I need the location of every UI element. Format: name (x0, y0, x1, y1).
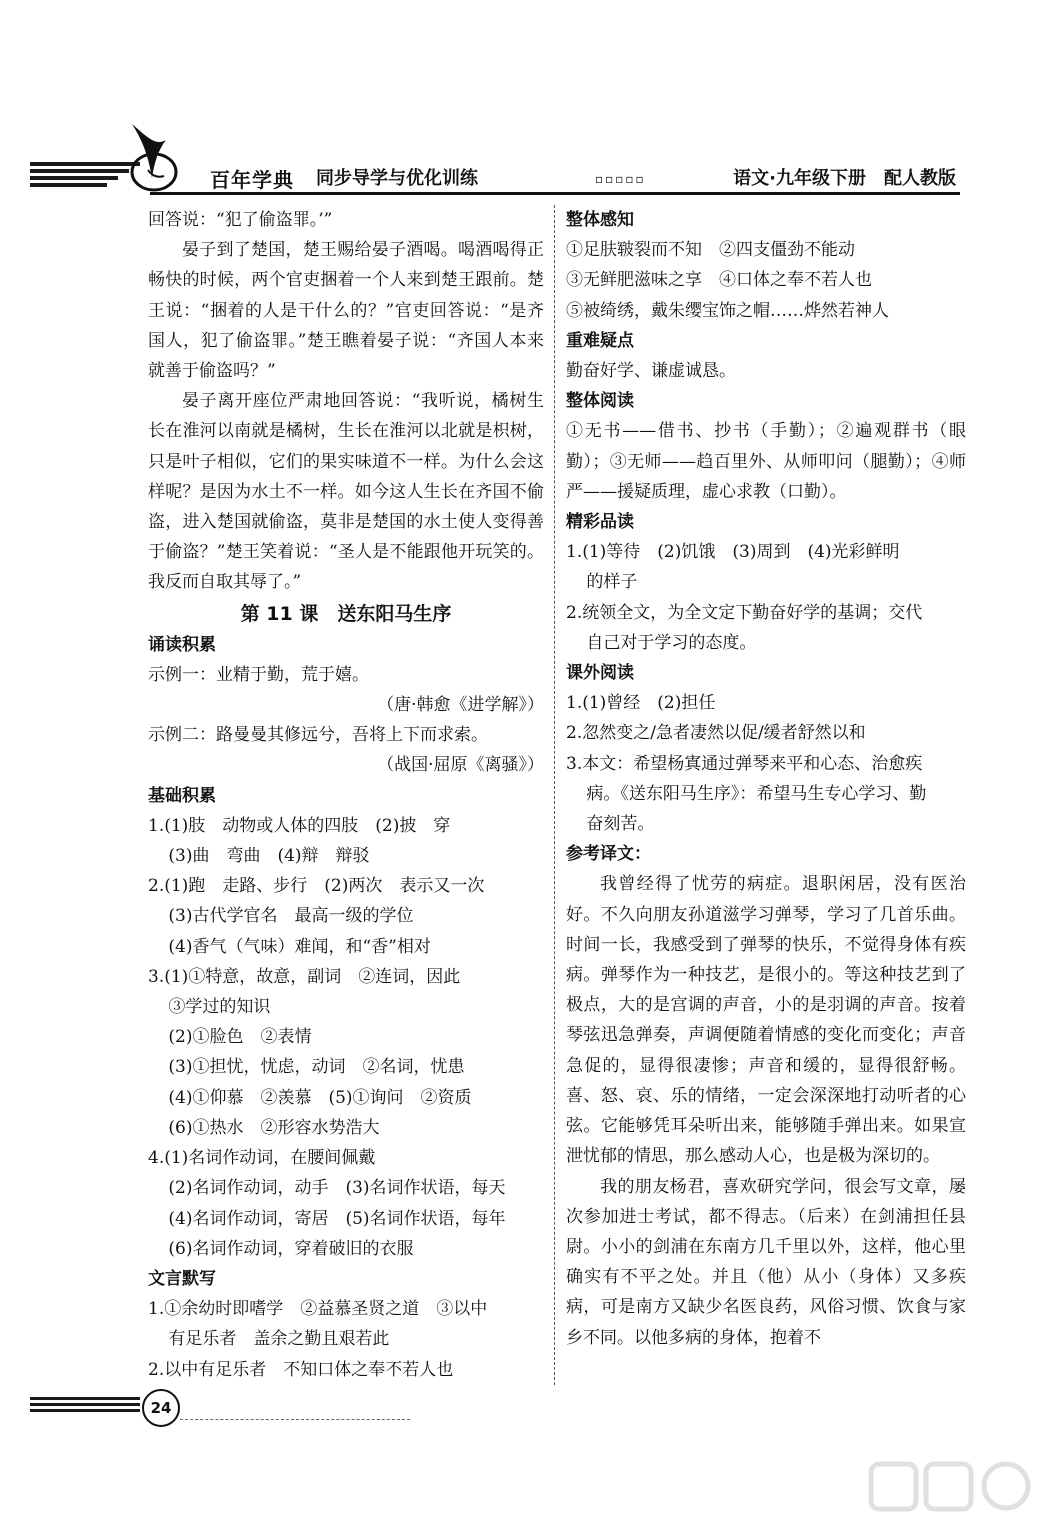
right-column (566, 205, 966, 1353)
section-heading-key-points: 重难疑点 (566, 330, 634, 351)
page-header (0, 120, 1046, 200)
answer-line: 1.(1)肢 动物或人体的四肢 (2)披 穿 (148, 815, 451, 836)
footer-dashed-rule (180, 1419, 410, 1420)
example-source: （唐·韩愈《进学解》） (377, 695, 544, 716)
column-divider (554, 205, 556, 1385)
answer-line: 病。《送东阳马生序》：希望马生专心学习、勤 (586, 783, 927, 804)
example-source: （战国·屈原《离骚》） (377, 755, 544, 776)
page-number: 24 (142, 1389, 180, 1427)
section-heading-fine-reading: 精彩品读 (566, 512, 634, 533)
answer-line: 2.(1)跑 走路、步行 (2)两次 表示又一次 (148, 876, 485, 897)
answer-line: (4)①仰慕 ②羡慕 (5)①询问 ②资质 (168, 1087, 472, 1108)
paragraph: 回答说：“犯了偷盗罪。’” (148, 210, 333, 230)
answer-line: 2.以中有足乐者 不知口体之奉不若人也 (148, 1359, 454, 1380)
section-heading-translation: 参考译文： (566, 844, 651, 865)
answer-line: 1.(1)曾经 (2)担任 (566, 693, 716, 714)
answer-line: 2.统领全文，为全文定下勤奋好学的基调；交代 (566, 602, 923, 623)
brand-title: 百年学典 (210, 168, 294, 192)
quill-logo-icon (118, 120, 188, 194)
answer-line: (6)①热水 ②形容水势浩大 (168, 1117, 380, 1138)
page-footer (30, 1385, 430, 1435)
answer-line: 2.忽然变之/急者凄然以促/缓者舒然以和 (566, 723, 866, 744)
section-heading-basic: 基础积累 (148, 785, 216, 806)
left-column (148, 205, 544, 1385)
answer-line: (4)名词作动词，寄居 (5)名词作状语，每年 (168, 1208, 506, 1229)
lesson-title: 第 11 课 送东阳马生序 (240, 602, 452, 625)
section-heading-recite: 诵读积累 (148, 634, 216, 655)
answer-line: (2)①脸色 ②表情 (168, 1027, 312, 1048)
answer-paragraph: ①无书——借书、抄书（手勤）；②遍观群书（眼勤）；③无师——趋百里外、从师叩问（腿勤）；④师严——援疑质理，虚心求教（口勤）。 (566, 421, 966, 502)
answer-line: (2)名词作动词，动手 (3)名词作状语，每天 (168, 1178, 506, 1199)
answer-line: 4.(1)名词作动词，在腰间佩戴 (148, 1148, 376, 1169)
series-title: 同步导学与优化训练 (316, 168, 478, 189)
header-dots: ▫▫▫▫▫ (595, 172, 646, 186)
answer-line: (3)古代学官名 最高一级的学位 (168, 906, 414, 927)
watermark-logo-icon (866, 1456, 1036, 1526)
translation-paragraph: 我的朋友杨君，喜欢研究学问，很会写文章，屡次参加进士考试，都不得志。（后来）在剑浦担任县尉。小小的剑浦在东南方几千里以外，这样，他心里确实有不平之处。并且（他）从小（身体）又多疾病，可是南方又缺少名医良药，风俗习惯、饮食与家乡不同。以他多病的身体，抱着不 (566, 1176, 966, 1348)
subject-label: 语文·九年级下册 配人教版 (733, 168, 956, 189)
section-heading-silent-writing: 文言默写 (148, 1268, 216, 1289)
translation-paragraph: 我曾经得了忧劳的病症。退职闲居，没有医治好。不久向朋友孙道滋学习弹琴，学习了几首乐曲。时间一长，我感受到了弹琴的快乐，不觉得身体有疾病。弹琴作为一种技艺，是很小的。等这种技艺到了极点，大的是宫调的声音，小的是羽调的声音。按着琴弦迅急弹奏，声调便随着情感的变化而变化；声音急促的，显得很凄惨；声音和缓的，显得很舒畅。喜、怒、哀、乐的情绪，一定会深深地打动听者的心弦。它能够凭耳朵听出来，能够随手弹出来。如果宣泄忧郁的情思，那么感动人心，也是极为深切的。 (566, 874, 966, 1167)
paragraph: 晏子离开座位严肃地回答说：“我听说，橘树生长在淮河以南就是橘树，生长在淮河以北就是枳树，只是叶子相似，它们的果实味道不一样。为什么会这样呢？是因为水土不一样。如今这人生长在齐国不偷盗，进入楚国就偷盗，莫非是楚国的水土使人变得善于偷盗？”楚王笑着说：“圣人是不能跟他开玩笑的。我反而自取其辱了。” (148, 391, 544, 593)
answer-line: 3.(1)①特意，故意，副词 ②连词，因此 (148, 966, 461, 987)
footer-decor-bars (30, 1397, 140, 1415)
answer-line: 1.①余幼时即嗜学 ②益慕圣贤之道 ③以中 (148, 1299, 488, 1320)
answer-line: ①足肤皲裂而不知 ②四支僵劲不能动 (566, 240, 855, 261)
header-rule (150, 192, 960, 195)
answer-line: ③无鲜肥滋味之享 ④口体之奉不若人也 (566, 270, 872, 291)
answer-line: 3.本文：希望杨寘通过弹琴来平和心态、治愈疾 (566, 753, 923, 774)
answer-line: (3)曲 弯曲 (4)辩 辩驳 (168, 846, 370, 867)
answer-line: (4)香气（气味）难闻，和“香”相对 (168, 936, 431, 957)
section-heading-overall: 整体感知 (566, 210, 634, 230)
answer-line: (3)①担忧，忧虑，动词 ②名词，忧患 (168, 1057, 465, 1078)
section-heading-extra-reading: 课外阅读 (566, 663, 634, 684)
answer-line: (6)名词作动词，穿着破旧的衣服 (168, 1238, 414, 1259)
paragraph: 晏子到了楚国，楚王赐给晏子酒喝。喝酒喝得正畅快的时候，两个官吏捆着一个人来到楚王跟前。楚王说：“捆着的人是干什么的？”官吏回答说：“是齐国人，犯了偷盗罪。”楚王瞧着晏子说：“齐国人本来就善于偷盗吗？” (148, 240, 544, 382)
answer-line: 1.(1)等待 (2)饥饿 (3)周到 (4)光彩鲜明 (566, 542, 900, 563)
answer-line: 自己对于学习的态度。 (586, 632, 757, 653)
answer-line: 勤奋好学、谦虚诚恳。 (566, 361, 736, 382)
example-line: 示例二：路曼曼其修远兮，吾将上下而求索。 (148, 725, 488, 746)
section-heading-overall-reading: 整体阅读 (566, 391, 634, 412)
answer-line: 奋刻苦。 (586, 814, 655, 835)
example-line: 示例一：业精于勤，荒于嬉。 (148, 664, 369, 685)
answer-line: 有足乐者 盖余之勤且艰若此 (168, 1329, 390, 1350)
answer-line: ⑤被绮绣，戴朱缨宝饰之帽……烨然若神人 (566, 300, 889, 321)
answer-line: ③学过的知识 (168, 997, 271, 1018)
answer-line: 的样子 (586, 572, 638, 593)
